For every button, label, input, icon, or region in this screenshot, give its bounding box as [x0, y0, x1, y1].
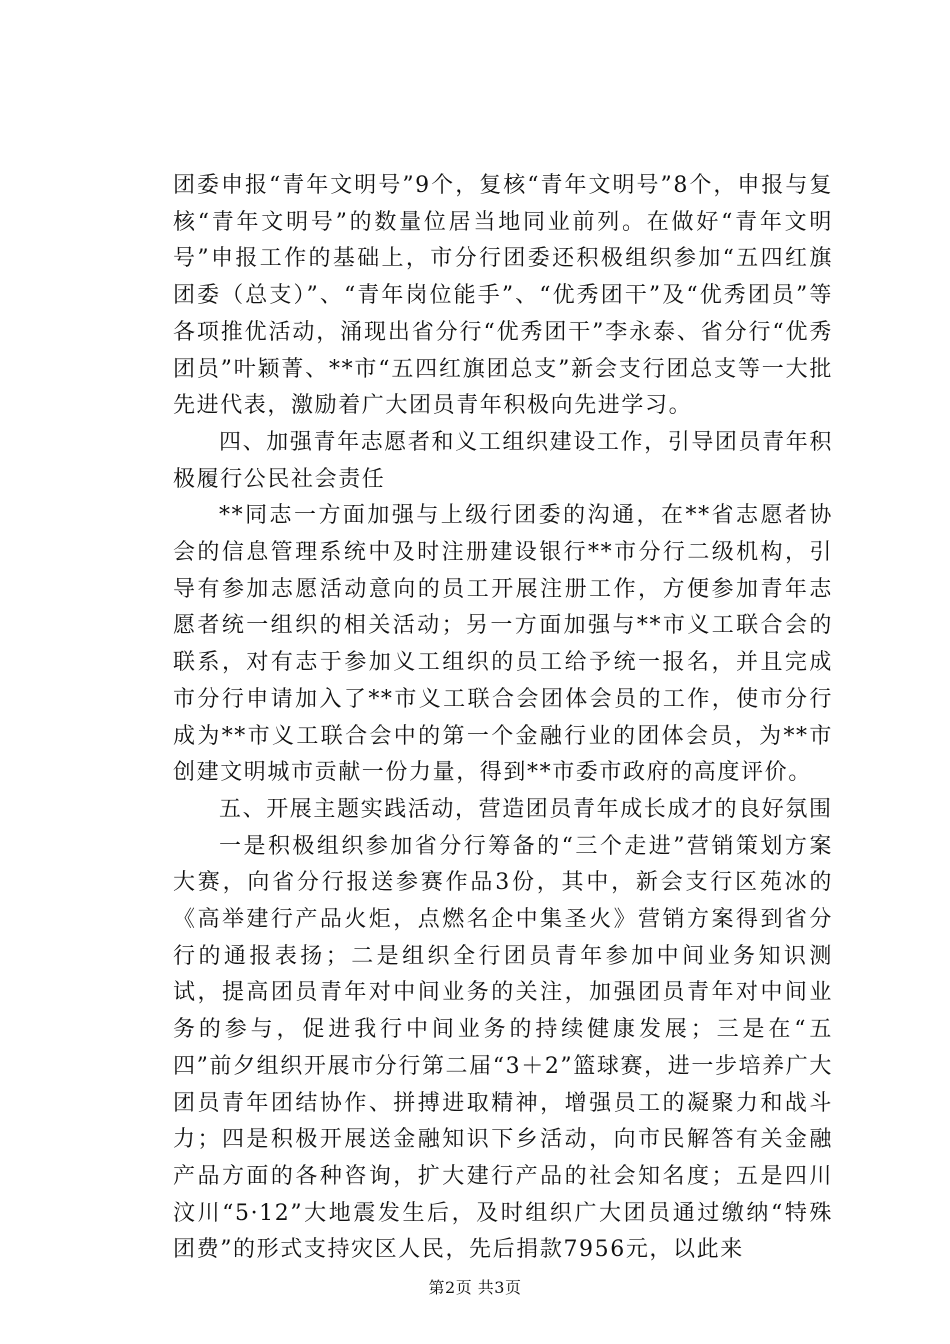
paragraph-continuation: 团委申报“青年文明号”9个，复核“青年文明号”8个，申报与复核“青年文明号”的数量位居当地同业前列。在做好“青年文明号”申报工作的基础上，市分行团委还积极组织参加“五四红旗团委（总支）”、“青年岗位能手”、“优秀团干”及“优秀团员”等各项推优活动，涌现出省分行“优秀团干”李永泰、省分行“优秀团员”叶颖菁、**市“五四红旗团总支”新会支行团总支等一大批先进代表，激励着广大团员青年积极向先进学习。 — [173, 173, 833, 419]
document-body — [173, 168, 833, 1269]
section-heading-five: 五、开展主题实践活动，营造团员青年成长成才的良好氛围 — [219, 796, 833, 822]
page-footer: 第2页 共3页 — [428, 1278, 522, 1297]
paragraph-volunteer: **同志一方面加强与上级行团委的沟通，在**省志愿者协会的信息管理系统中及时注册建设银行**市分行二级机构，引导有参加志愿活动意向的员工开展注册工作，方便参加青年志愿者统一组织的相关活动；另一方面加强与**市义工联合会的联系，对有志于参加义工组织的员工给予统一报名，并且完成市分行申请加入了**市义工联合会团体会员的工作，使市分行成为**市义工联合会中的第一个金融行业的团体会员，为**市创建文明城市贡献一份力量，得到**市委市政府的高度评价。 — [173, 503, 833, 786]
paragraph-activities: 一是积极组织参加省分行筹备的“三个走进”营销策划方案大赛，向省分行报送参赛作品3份，其中，新会支行区苑冰的《高举建行产品火炬，点燃名企中集圣火》营销方案得到省分行的通报表扬；二是组织全行团员青年参加中间业务知识测试，提高团员青年对中间业务的关注，加强团员青年对中间业务的参与，促进我行中间业务的持续健康发展；三是在“五四”前夕组织开展市分行第二届“3＋2”篮球赛，进一步培养广大团员青年团结协作、拼搏进取精神，增强员工的凝聚力和战斗力；四是积极开展送金融知识下乡活动，向市民解答有关金融产品方面的各种咨询，扩大建行产品的社会知名度；五是四川汶川“5·12”大地震发生后，及时组织广大团员通过缴纳“特殊团费”的形式支持灾区人民，先后捐款7956元，以此来 — [173, 833, 833, 1263]
section-heading-four: 四、加强青年志愿者和义工组织建设工作，引导团员青年积极履行公民社会责任 — [173, 429, 833, 492]
